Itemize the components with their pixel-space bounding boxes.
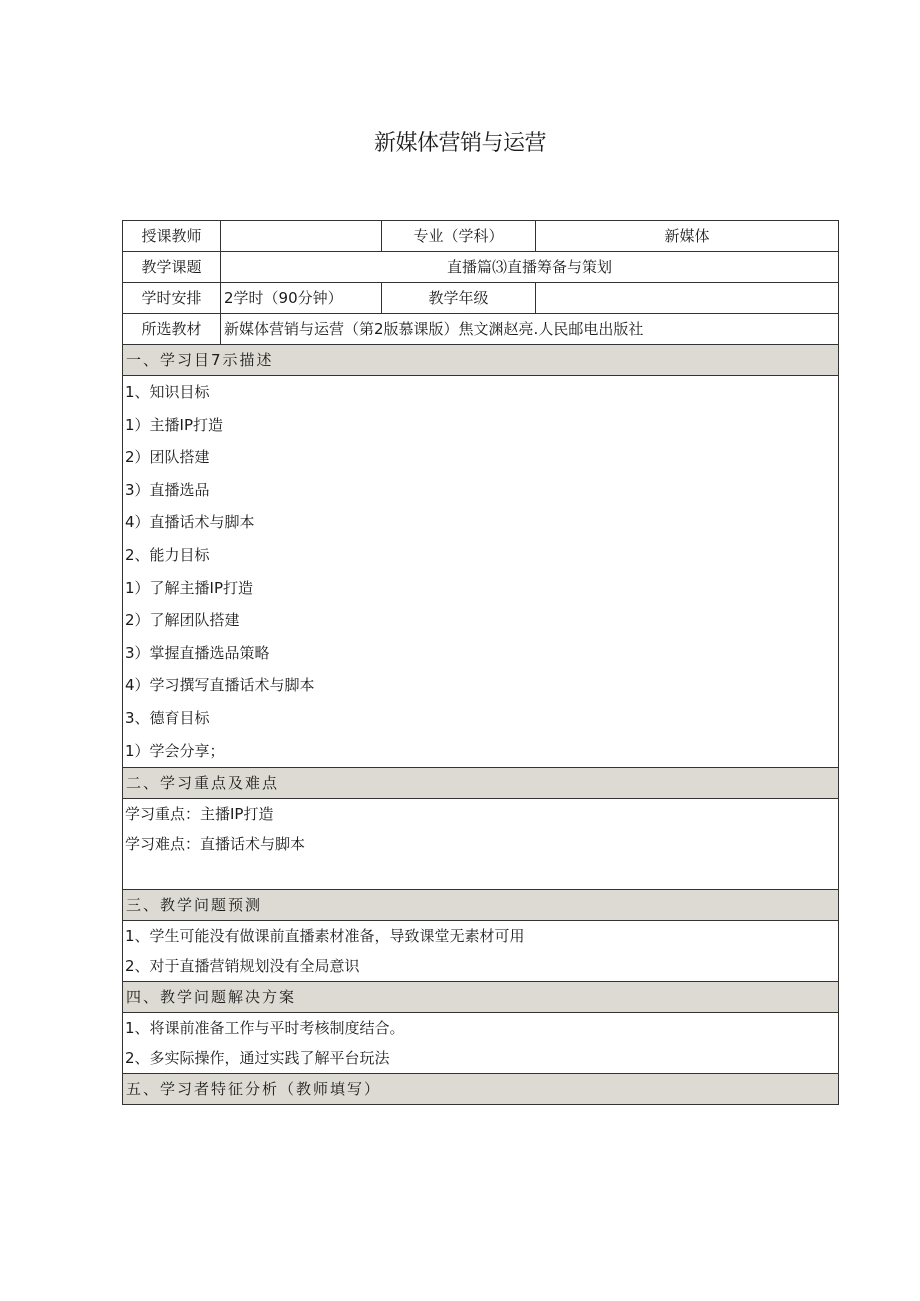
grade-label: 教学年级 [382, 283, 536, 314]
topic-row [123, 252, 839, 283]
body-line: 1）主播IP打造 [125, 415, 224, 434]
body-line: 1、学生可能没有做课前直播素材准备，导致课堂无素材可用 [125, 927, 525, 946]
body-line: 3）掌握直播选品策略 [125, 643, 270, 662]
major-value: 新媒体 [536, 221, 839, 252]
hours-row [123, 283, 839, 314]
body-line: 学习重点：主播IP打造 [125, 805, 274, 824]
body-line: 1）了解主播IP打造 [125, 578, 254, 597]
hours-label: 学时安排 [123, 283, 221, 314]
section-body-row [123, 1013, 839, 1074]
section-heading: 四、教学问题解决方案 [123, 982, 839, 1013]
body-line: 3）直播选品 [125, 480, 210, 499]
section-body [123, 1013, 839, 1074]
body-line: 2）团队搭建 [125, 448, 210, 467]
section-body [123, 921, 839, 982]
major-label: 专业（学科） [382, 221, 536, 252]
hours-value: 2学时（90分钟） [221, 283, 382, 314]
lesson-plan-table [122, 220, 839, 1105]
textbook-row [123, 314, 839, 345]
body-line: 学习难点：直播话术与脚本 [125, 835, 306, 854]
section-heading: 一、学习目7示描述 [123, 345, 839, 376]
section-heading: 五、学习者特征分析（教师填写） [123, 1074, 839, 1105]
body-line: 2）了解团队搭建 [125, 611, 240, 630]
teacher-value [221, 221, 382, 252]
section-body [123, 799, 839, 890]
textbook-value: 新媒体营销与运营（第2版慕课版）焦文渊赵亮.人民邮电出版社 [221, 314, 839, 345]
topic-value: 直播篇⑶直播筹备与策划 [221, 252, 839, 283]
section-heading-row [123, 345, 839, 376]
section-body-row [123, 376, 839, 768]
section-heading-row [123, 768, 839, 799]
section-heading-row [123, 982, 839, 1013]
section-body [123, 376, 839, 768]
topic-label: 教学课题 [123, 252, 221, 283]
body-line: 2、对于直播营销规划没有全局意识 [125, 957, 360, 976]
section-heading-row [123, 1074, 839, 1105]
section-heading-row [123, 890, 839, 921]
body-line: 4）学习撰写直播话术与脚本 [125, 676, 315, 695]
teacher-row [123, 221, 839, 252]
section-body-row [123, 799, 839, 890]
body-line: 2、能力目标 [125, 545, 210, 564]
body-line: 1、知识目标 [125, 383, 210, 401]
body-line: 2、多实际操作，通过实践了解平台玩法 [125, 1049, 390, 1068]
section-body-row [123, 921, 839, 982]
teacher-label: 授课教师 [123, 221, 221, 252]
section-heading: 三、教学问题预测 [123, 890, 839, 921]
body-line: 1、将课前准备工作与平时考核制度结合。 [125, 1019, 405, 1038]
grade-value [536, 283, 839, 314]
body-line: 3、德育目标 [125, 708, 210, 727]
section-heading: 二、学习重点及难点 [123, 768, 839, 799]
textbook-label: 所选教材 [123, 314, 221, 345]
body-line: 1）学会分享； [125, 741, 225, 760]
document-title: 新媒体营销与运营 [373, 131, 546, 156]
body-line: 4）直播话术与脚本 [125, 513, 255, 532]
